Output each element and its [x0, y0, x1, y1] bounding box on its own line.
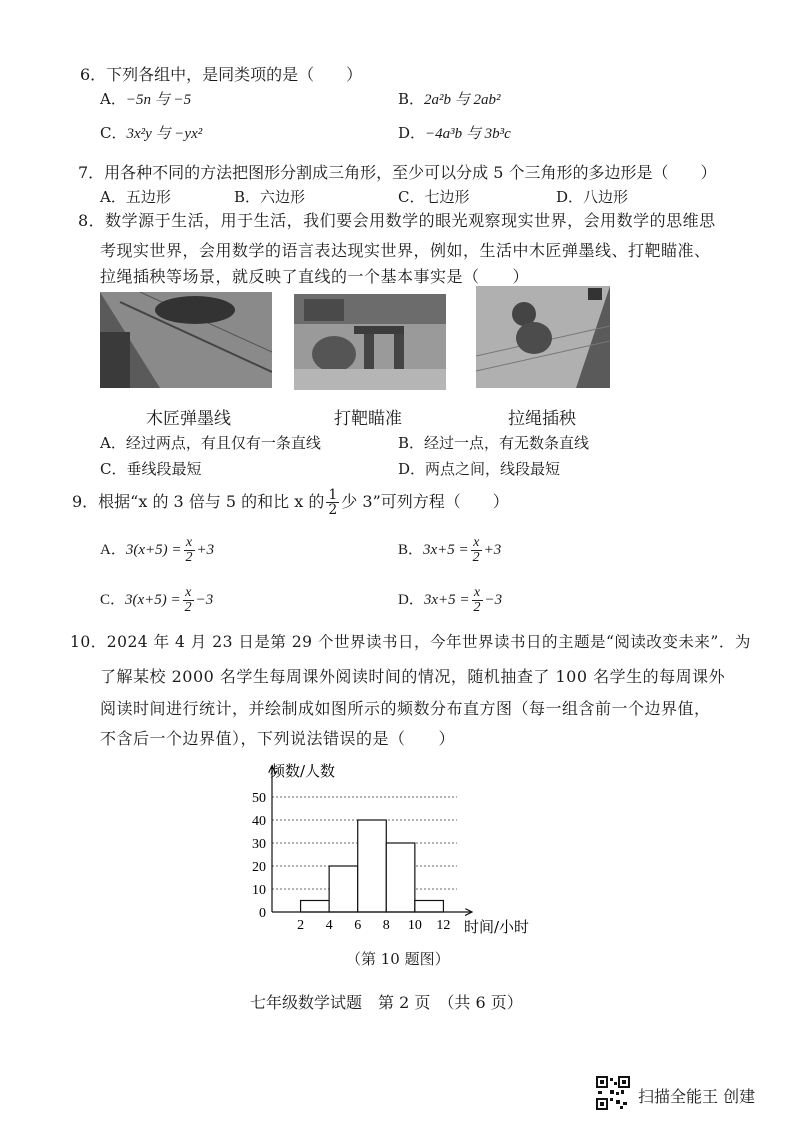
histogram-chart: [230, 760, 560, 940]
q6-option-a: A．−5n 与 −5: [100, 90, 192, 108]
q6-option-c: C．3x²y 与 −yx²: [100, 124, 203, 142]
q9-option-d: D．3x+5 = $\frac{x}{2}$ −3: [398, 585, 503, 615]
x-axis-label: 时间/小时: [464, 918, 530, 936]
scanner-watermark: 扫描全能王 创建: [638, 1087, 756, 1106]
q10-line-4: 不含后一个边界值），下列说法错误的是（ ）: [100, 729, 456, 748]
q6-option-d: D．−4a³b 与 3b³c: [398, 124, 511, 142]
histogram-bar: [301, 901, 330, 913]
x-tick-label: 4: [325, 918, 333, 933]
y-tick-label: 50: [252, 791, 266, 806]
q8-option-a: A．经过两点，有且仅有一条直线: [100, 434, 321, 452]
x-tick-label: 6: [354, 918, 362, 933]
histogram-bar: [415, 901, 444, 913]
y-tick-label: 40: [252, 814, 266, 829]
histogram-bar: [329, 866, 358, 912]
carpenter-photo: [100, 292, 272, 388]
y-axis-label: 频数/人数: [270, 762, 336, 780]
x-tick-label: 10: [407, 918, 422, 933]
x-tick-label: 2: [297, 918, 305, 933]
shooting-photo: [294, 294, 446, 390]
y-tick-label: 0: [259, 906, 266, 921]
histogram-bar: [386, 843, 415, 912]
chart-caption: （第 10 题图）: [346, 950, 450, 968]
histogram-bar: [358, 820, 387, 912]
caption-carpenter: 木匠弹墨线: [146, 409, 231, 429]
x-tick-label: 12: [436, 918, 451, 933]
rice-planting-photo: [476, 286, 610, 388]
q8-line-3: 拉绳插秧等场景，就反映了直线的一个基本事实是（ ）: [100, 267, 530, 286]
q8-line-1: 8．数学源于生活，用于生活，我们要会用数学的眼光观察现实世界，会用数学的思维思: [78, 211, 716, 230]
q10-line-3: 阅读时间进行统计，并绘制成如图所示的频数分布直方图（每一组含前一个边界值，: [100, 699, 711, 718]
x-tick-label: 8: [382, 918, 390, 933]
q9-option-c: C．3(x+5) = $\frac{x}{2}$ −3: [100, 585, 214, 615]
q9-option-b: B．3x+5 = $\frac{x}{2}$ +3: [398, 535, 502, 565]
q8-line-2: 考现实世界，会用数学的语言表达现实世界，例如，生活中木匠弹墨线、打靶瞄准、: [100, 241, 711, 260]
q10-line-2: 了解某校 2000 名学生每周课外阅读时间的情况，随机抽查了 100 名学生的每周课外: [100, 667, 726, 686]
y-tick-label: 20: [252, 860, 266, 875]
caption-rice: 拉绳插秧: [508, 409, 576, 429]
page-footer: 七年级数学试题 第 2 页 （共 6 页）: [250, 993, 523, 1012]
q7-option-a: A．五边形: [100, 188, 171, 206]
q7-option-c: C．七边形: [398, 188, 470, 206]
q7-option-b: B．六边形: [234, 188, 306, 206]
q9-option-a: A．3(x+5) = $\frac{x}{2}$ +3: [100, 535, 215, 565]
y-tick-label: 10: [252, 883, 266, 898]
q9-stem: 9．根据“x 的 3 倍与 5 的和比 x 的 $\frac{1}{2}$ 少 3”可列方程（ ）: [72, 487, 509, 518]
q6-stem: 6．下列各组中，是同类项的是（ ）: [80, 65, 363, 84]
q7-stem: 7．用各种不同的方法把图形分割成三角形，至少可以分成 5 个三角形的多边形是（ ）: [78, 163, 717, 182]
q8-option-b: B．经过一点，有无数条直线: [398, 434, 590, 452]
q6-option-b: B．2a²b 与 2ab²: [398, 90, 501, 108]
q8-option-d: D．两点之间，线段最短: [398, 460, 561, 478]
caption-shooting: 打靶瞄准: [334, 409, 402, 429]
y-tick-label: 30: [252, 837, 266, 852]
qr-code-icon: [596, 1076, 630, 1110]
q10-line-1: 10．2024 年 4 月 23 日是第 29 个世界读书日，今年世界读书日的主题是“阅读改变未来”．为: [70, 633, 751, 651]
q7-option-d: D．八边形: [556, 188, 629, 206]
q8-option-c: C．垂线段最短: [100, 460, 202, 478]
